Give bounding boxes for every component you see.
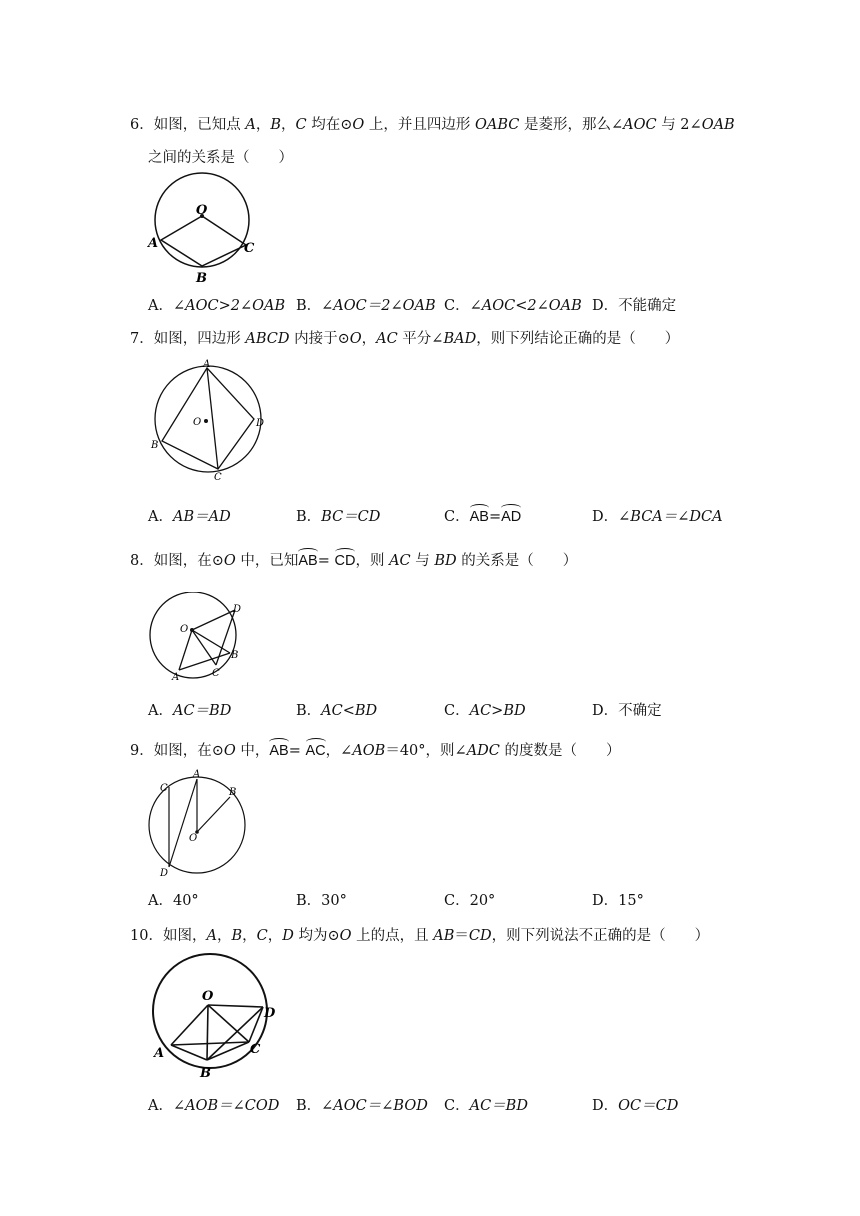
q7-option-a[interactable]: A．AB＝AD xyxy=(148,509,231,525)
q8-label-c: C xyxy=(212,668,220,679)
q10-label-b: B xyxy=(200,1066,211,1081)
q10-stem: 10．如图，A，B，C，D 均为⊙O 上的点，且 AB＝CD，则下列说法不正确的是（ ） xyxy=(130,928,710,944)
q9-option-d[interactable]: D．15° xyxy=(592,893,644,909)
q9-arc-ab: AB xyxy=(269,743,289,759)
q7-arc-ab: AB xyxy=(469,509,489,525)
q7-figure xyxy=(145,356,275,482)
q6-label-a: A xyxy=(148,236,159,251)
q6-option-b[interactable]: B．∠AOC＝2∠OAB xyxy=(296,298,436,314)
q9-option-c[interactable]: C．20° xyxy=(444,893,496,909)
q9-label-c: C xyxy=(160,783,168,794)
q7-label-a: A xyxy=(203,359,211,370)
q9-label-a: A xyxy=(193,769,201,780)
q9-label-d: D xyxy=(160,868,169,879)
q6-label-c: C xyxy=(244,241,255,256)
q10-label-o: O xyxy=(202,989,214,1004)
q6-stem-line2: 之间的关系是（ ） xyxy=(148,150,293,166)
q6-option-c[interactable]: C．∠AOC<2∠OAB xyxy=(444,298,582,314)
q6-option-a[interactable]: A．∠AOC>2∠OAB xyxy=(148,298,286,314)
q8-arc-cd: CD xyxy=(334,553,356,569)
q8-arc-ab: AB xyxy=(298,553,318,569)
q6-label-b: B xyxy=(196,271,207,286)
q10-option-a[interactable]: A．∠AOB＝∠COD xyxy=(148,1098,280,1114)
q10-label-a: A xyxy=(154,1046,165,1061)
q8-label-b: B xyxy=(231,650,239,661)
q7-stem: 7．如图，四边形 ABCD 内接于⊙O，AC 平分∠BAD，则下列结论正确的是（ ） xyxy=(130,331,680,347)
q7-label-b: B xyxy=(151,440,159,451)
q9-stem: 9．如图，在⊙O 中，AB= AC，∠AOB＝40°，则∠ADC 的度数是（ ） xyxy=(130,743,621,759)
q9-arc-ac: AC xyxy=(305,743,326,759)
q8-option-a[interactable]: A．AC＝BD xyxy=(148,703,232,719)
q7-label-c: C xyxy=(214,472,222,482)
q7-arc-ad: AD xyxy=(501,509,522,525)
q10-label-c: C xyxy=(250,1042,261,1057)
q10-label-d: D xyxy=(264,1006,276,1021)
q9-label-b: B xyxy=(229,787,237,798)
q8-label-a: A xyxy=(172,672,180,683)
q8-stem: 8．如图，在⊙O 中，已知AB= CD，则 AC 与 BD 的关系是（ ） xyxy=(130,553,578,569)
q6-figure xyxy=(140,172,270,288)
q9-figure xyxy=(140,767,255,879)
q8-option-d[interactable]: D．不确定 xyxy=(592,703,662,719)
q7-option-b[interactable]: B．BC＝CD xyxy=(296,509,381,525)
q8-option-c[interactable]: C．AC>BD xyxy=(444,703,526,719)
q6-label-o: O xyxy=(196,203,208,218)
q8-figure xyxy=(140,592,255,687)
q8-label-o: O xyxy=(180,624,189,635)
q7-label-d: D xyxy=(256,418,265,429)
q10-option-d[interactable]: D．OC＝CD xyxy=(592,1098,679,1114)
q9-option-a[interactable]: A．40° xyxy=(148,893,199,909)
q9-label-o: O xyxy=(189,833,198,844)
q7-label-o: O xyxy=(193,417,202,428)
q8-option-b[interactable]: B．AC<BD xyxy=(296,703,378,719)
q9-option-b[interactable]: B．30° xyxy=(296,893,347,909)
q10-figure xyxy=(145,952,285,1082)
q7-option-d[interactable]: D．∠BCA＝∠DCA xyxy=(592,509,723,525)
q8-label-d: D xyxy=(233,604,242,615)
q10-option-c[interactable]: C．AC＝BD xyxy=(444,1098,528,1114)
q6-option-d[interactable]: D．不能确定 xyxy=(592,298,677,314)
q7-option-c[interactable]: C．AB=AD xyxy=(444,509,522,525)
q6-stem: 6．如图，已知点 A，B，C 均在⊙O 上，并且四边形 OABC 是菱形，那么∠AOC 与 2∠OAB xyxy=(130,117,735,133)
q10-option-b[interactable]: B．∠AOC＝∠BOD xyxy=(296,1098,428,1114)
